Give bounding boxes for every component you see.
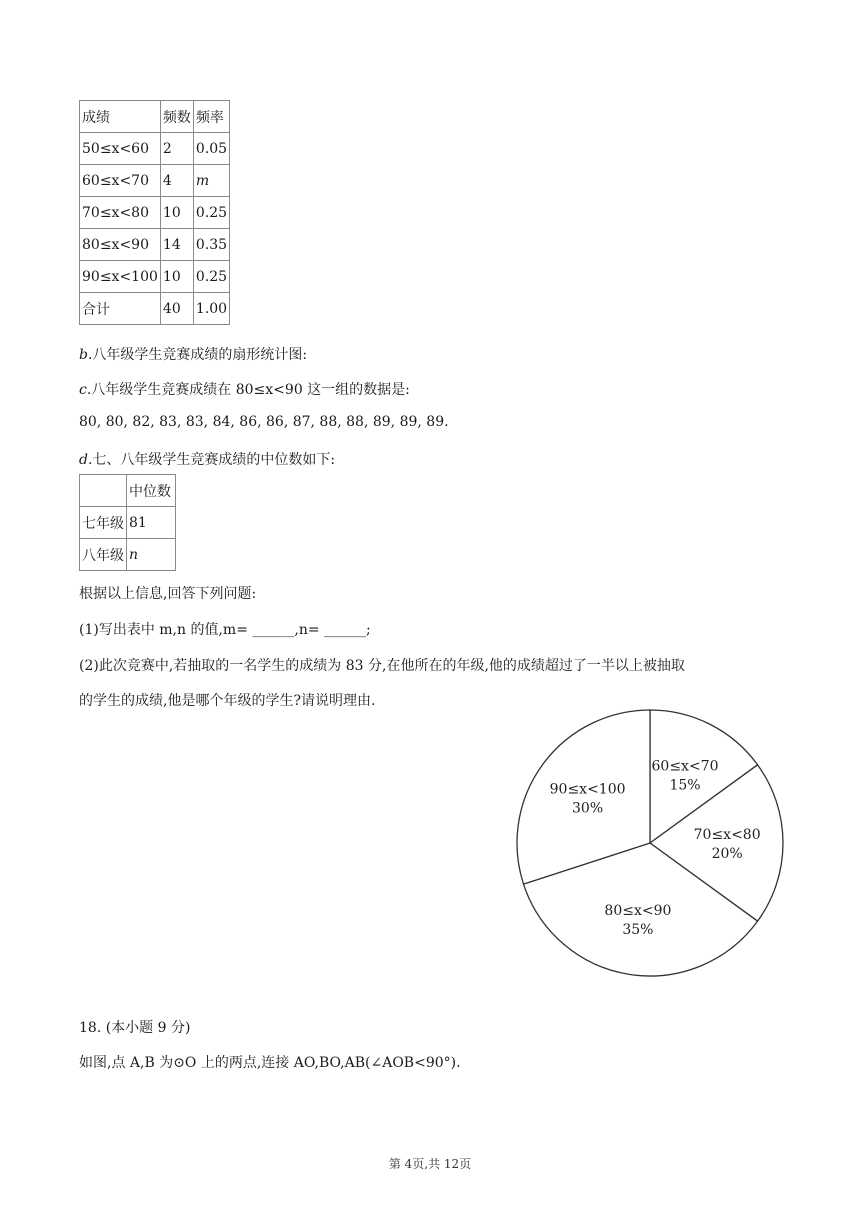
table-row: [80, 507, 176, 539]
question-2-line-2: 的学生的成绩,他是哪个年级的学生?请说明理由.: [79, 693, 376, 709]
frequency-table: [79, 100, 230, 325]
cell-range: 90≤x<100: [80, 261, 161, 293]
cell-rate: 0.05: [193, 133, 229, 165]
cell-grade: 七年级: [80, 507, 127, 539]
cell-median: n: [127, 539, 176, 571]
table-row: [80, 197, 230, 229]
cell-total-rate: 1.00: [193, 293, 229, 325]
question-2-line-1: (2)此次竞赛中,若抽取的一名学生的成绩为 83 分,在他所在的年级,他的成绩超过了一半以上被抽取: [79, 658, 685, 674]
table-row: [80, 261, 230, 293]
question-1: (1)写出表中 m,n 的值,m= ______,n= ______;: [79, 622, 371, 638]
prompt-text: 根据以上信息,回答下列问题:: [79, 586, 257, 602]
label-d: d: [79, 452, 88, 468]
line-c: [79, 379, 410, 399]
header-empty: [80, 475, 127, 507]
pie-chart: [510, 706, 790, 986]
cell-rate: 0.25: [193, 261, 229, 293]
median-table: [79, 474, 176, 571]
line-d: [79, 449, 335, 469]
pie-category-label: 60≤x<70: [651, 758, 719, 775]
data-values: 80, 80, 82, 83, 83, 84, 86, 86, 87, 88, 88, 89, 89, 89.: [79, 414, 449, 430]
cell-median: 81: [127, 507, 176, 539]
table-row-total: [80, 293, 230, 325]
cell-range: 80≤x<90: [80, 229, 161, 261]
question-18-text: 如图,点 A,B 为⊙O 上的两点,连接 AO,BO,AB(∠AOB<90°).: [79, 1055, 461, 1071]
cell-count: 14: [160, 229, 193, 261]
pie-category-label: 80≤x<90: [604, 903, 672, 920]
table-row: [80, 133, 230, 165]
cell-count: 2: [160, 133, 193, 165]
text-b: .八年级学生竞赛成绩的扇形统计图:: [87, 347, 308, 363]
pie-percent-label: 20%: [711, 846, 743, 862]
cell-range: 70≤x<80: [80, 197, 161, 229]
table-header-row: [80, 475, 176, 507]
question-18-title: 18. (本小题 9 分): [79, 1020, 191, 1036]
header-frequency: 频数: [160, 101, 193, 133]
pie-category-label: 90≤x<100: [549, 781, 626, 798]
label-c: c: [79, 382, 87, 398]
page-footer: 第 4页,共 12页: [388, 1157, 472, 1171]
cell-grade: 八年级: [80, 539, 127, 571]
header-score: 成绩: [80, 101, 161, 133]
text-c: .八年级学生竞赛成绩在 80≤x<90 这一组的数据是:: [86, 382, 410, 398]
cell-count: 10: [160, 197, 193, 229]
cell-total-count: 40: [160, 293, 193, 325]
pie-percent-label: 15%: [669, 777, 701, 794]
cell-total-label: 合计: [80, 293, 161, 325]
pie-category-label: 70≤x<80: [693, 827, 761, 843]
line-b: [79, 344, 307, 364]
pie-percent-label: 30%: [572, 800, 604, 817]
text-d: .七、八年级学生竞赛成绩的中位数如下:: [87, 452, 336, 468]
cell-range: 60≤x<70: [80, 165, 161, 197]
table-row: [80, 539, 176, 571]
cell-count: 4: [160, 165, 193, 197]
label-b: b: [79, 347, 88, 363]
cell-rate: 0.25: [193, 197, 229, 229]
table-row: [80, 229, 230, 261]
pie-percent-label: 35%: [622, 922, 654, 939]
cell-rate: 0.35: [193, 229, 229, 261]
cell-rate: m: [193, 165, 229, 197]
cell-range: 50≤x<60: [80, 133, 161, 165]
table-row: [80, 165, 230, 197]
cell-count: 10: [160, 261, 193, 293]
header-median: 中位数: [127, 475, 176, 507]
table-header-row: [80, 101, 230, 133]
header-rate: 频率: [193, 101, 229, 133]
